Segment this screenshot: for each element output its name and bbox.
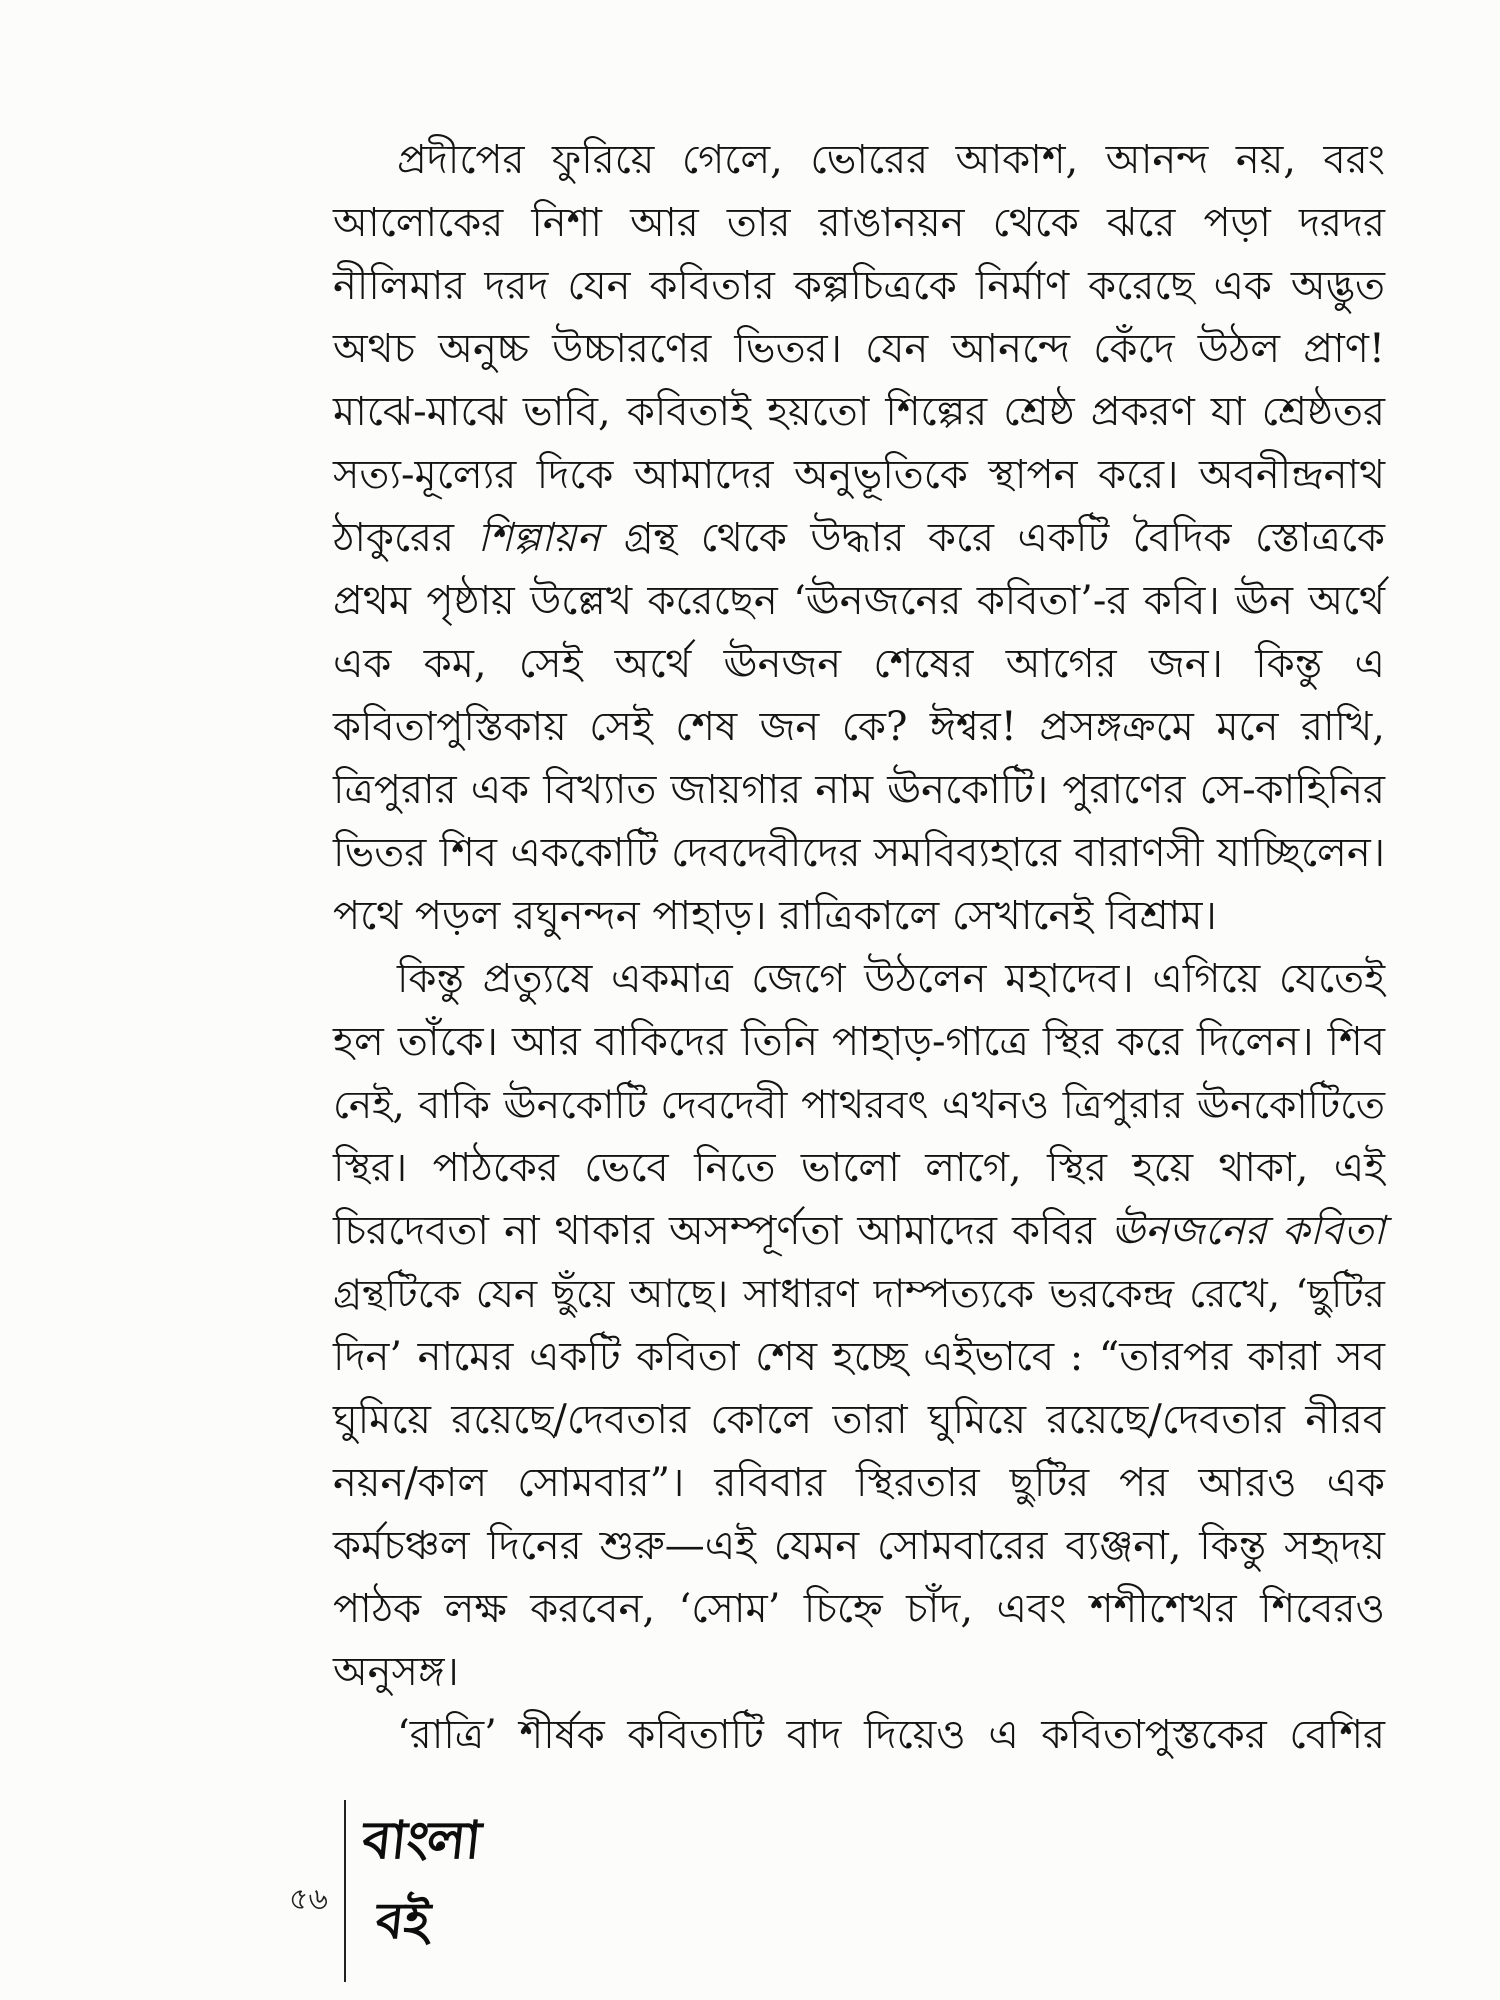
text-line xyxy=(333,948,1385,1011)
text-segment: কিন্তু প্রত্যুষে একমাত্র জেগে উঠলেন মহাদেব। এগিয়ে যেতেই xyxy=(397,956,1385,1002)
body-text xyxy=(333,129,1385,1767)
logo-text-top: বাংলা xyxy=(359,1810,483,1871)
text-segment: কবিতাপুস্তিকায় সেই শেষ জন কে? ঈশ্বর! প্রসঙ্গক্রমে মনে রাখি, xyxy=(333,704,1385,750)
text-line xyxy=(333,1515,1385,1578)
text-segment: প্রদীপের ফুরিয়ে গেলে, ভোরের আকাশ, আনন্দ নয়, বরং xyxy=(397,137,1385,183)
text-line xyxy=(333,759,1385,822)
text-segment: অনুসঙ্গ। xyxy=(333,1649,459,1695)
text-line xyxy=(333,1578,1385,1641)
text-line xyxy=(333,318,1385,381)
text-line xyxy=(333,255,1385,318)
paragraph xyxy=(333,129,1385,948)
logo-text-bottom: বই xyxy=(373,1891,434,1950)
paragraph xyxy=(333,1704,1385,1767)
text-segment: নেই, বাকি ঊনকোটি দেবদেবী পাথরবৎ এখনও ত্রিপুরার ঊনকোটিতে xyxy=(333,1083,1385,1128)
text-segment: ‘রাত্রি’ শীর্ষক কবিতাটি বাদ দিয়েও এ কবিতাপুস্তকের বেশির xyxy=(397,1712,1385,1758)
italic-title: ঊনজনের কবিতা xyxy=(1110,1208,1385,1254)
text-line xyxy=(333,1641,1385,1704)
text-line xyxy=(333,570,1385,633)
text-line xyxy=(333,696,1385,759)
text-segment: গ্রন্থ থেকে উদ্ধার করে একটি বৈদিক স্তোত্রকে xyxy=(600,515,1385,561)
text-segment: সত্য-মূল্যের দিকে আমাদের অনুভূতিকে স্থাপন করে। অবনীন্দ্রনাথ xyxy=(333,452,1385,498)
text-line xyxy=(333,1263,1385,1326)
text-line xyxy=(333,1074,1385,1137)
text-segment: আলোকের নিশা আর তার রাঙানয়ন থেকে ঝরে পড়া দরদর xyxy=(333,200,1385,246)
text-line xyxy=(333,1200,1385,1263)
text-line xyxy=(333,381,1385,444)
text-line xyxy=(333,1389,1385,1452)
text-segment: হল তাঁকে। আর বাকিদের তিনি পাহাড়-গাত্রে স্থির করে দিলেন। শিব xyxy=(333,1019,1385,1065)
text-segment: ত্রিপুরার এক বিখ্যাত জায়গার নাম ঊনকোটি। পুরাণের সে-কাহিনির xyxy=(333,767,1385,813)
text-line xyxy=(333,822,1385,885)
text-segment: ঘুমিয়ে রয়েছে/দেবতার কোলে তারা ঘুমিয়ে রয়েছে/দেবতার নীরব xyxy=(333,1397,1385,1443)
text-segment: নয়ন/কাল সোমবার”। রবিবার স্থিরতার ছুটির পর আরও এক xyxy=(333,1460,1385,1506)
text-line xyxy=(333,507,1385,570)
text-segment: মাঝে-মাঝে ভাবি, কবিতাই হয়তো শিল্পের শ্রেষ্ঠ প্রকরণ যা শ্রেষ্ঠতর xyxy=(333,389,1385,435)
text-line xyxy=(333,633,1385,696)
italic-title: শিল্পায়ন xyxy=(477,515,601,561)
publisher-logo xyxy=(350,1805,483,1965)
text-segment: দিন’ নামের একটি কবিতা শেষ হচ্ছে এইভাবে : “তারপর কারা সব xyxy=(333,1334,1385,1380)
text-segment: ভিতর শিব এককোটি দেবদেবীদের সমবিব্যহারে বারাণসী যাচ্ছিলেন। xyxy=(333,830,1385,876)
footer-divider xyxy=(344,1800,346,1982)
text-line xyxy=(333,129,1385,192)
text-segment: চিরদেবতা না থাকার অসম্পূর্ণতা আমাদের কবির xyxy=(333,1208,1111,1254)
text-line xyxy=(333,1011,1385,1074)
text-segment: অথচ অনুচ্চ উচ্চারণের ভিতর। যেন আনন্দে কেঁদে উঠল প্রাণ! xyxy=(333,326,1385,372)
text-segment: পথে পড়ল রঘুনন্দন পাহাড়। রাত্রিকালে সেখানেই বিশ্রাম। xyxy=(333,893,1217,939)
text-line xyxy=(333,1452,1385,1515)
text-line xyxy=(333,1326,1385,1389)
paragraph xyxy=(333,948,1385,1704)
text-line xyxy=(333,1704,1385,1767)
text-line xyxy=(333,1137,1385,1200)
text-segment: স্থির। পাঠকের ভেবে নিতে ভালো লাগে, স্থির হয়ে থাকা, এই xyxy=(333,1145,1385,1191)
text-segment: এক কম, সেই অর্থে ঊনজন শেষের আগের জন। কিন্তু এ xyxy=(333,641,1385,687)
text-segment: কর্মচঞ্চল দিনের শুরু—এই যেমন সোমবারের ব্যঞ্জনা, কিন্তু সহৃদয় xyxy=(333,1523,1385,1569)
text-line xyxy=(333,885,1385,948)
page-number: ৫৬ xyxy=(289,1882,328,1917)
text-segment: পাঠক লক্ষ করবেন, ‘সোম’ চিহ্নে চাঁদ, এবং শশীশেখর শিবেরও xyxy=(333,1586,1385,1632)
text-segment: নীলিমার দরদ যেন কবিতার কল্পচিত্রকে নির্মাণ করেছে এক অদ্ভুত xyxy=(333,263,1385,309)
text-segment: গ্রন্থটিকে যেন ছুঁয়ে আছে। সাধারণ দাম্পত্যকে ভরকেন্দ্র রেখে, ‘ছুটির xyxy=(333,1272,1385,1317)
text-line xyxy=(333,192,1385,255)
text-segment: প্রথম পৃষ্ঠায় উল্লেখ করেছেন ‘ঊনজনের কবিতা’-র কবি। ঊন অর্থে xyxy=(333,578,1385,624)
text-segment: ঠাকুরের xyxy=(333,515,478,561)
text-line xyxy=(333,444,1385,507)
